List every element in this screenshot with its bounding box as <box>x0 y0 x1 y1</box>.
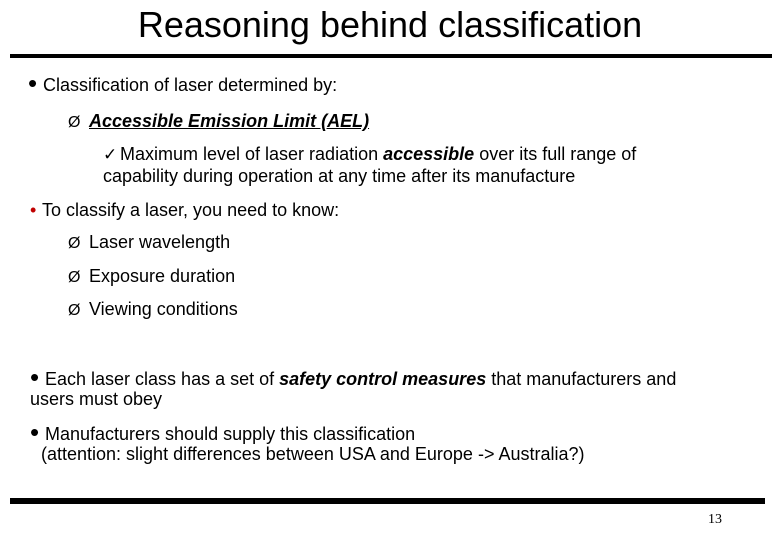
arrow-bullet-icon: Ø <box>68 114 81 131</box>
footer-divider <box>10 498 765 504</box>
list-item: Ø Exposure duration <box>68 265 235 289</box>
ael-detail-line2: capability during operation at any time after its manufacture <box>103 166 576 186</box>
bullet-icon: • <box>30 362 40 392</box>
sub-bullet-ael <box>68 110 369 134</box>
emphasis-accessible: accessible <box>383 144 475 164</box>
emphasis-safety-control: safety control measures <box>279 369 487 389</box>
bullet-classification <box>28 68 338 98</box>
bullet-icon: • <box>30 417 40 447</box>
bullet-manufacturers-note: (attention: slight differences between USA and Europe -> Australia?) <box>41 444 585 464</box>
page-number: 13 <box>708 512 722 527</box>
bullet-to-classify <box>30 199 339 221</box>
title-divider <box>10 54 772 58</box>
bullet-text: Classification of laser determined by: <box>43 75 338 95</box>
checkmark-icon: ✓ <box>103 145 118 164</box>
bullet-manufacturers: • Manufacturers should supply this classification <box>30 417 416 447</box>
ael-label: Accessible Emission Limit (AEL) <box>89 111 370 131</box>
bullet-icon: • <box>28 68 38 98</box>
bullet-safety-line2: users must obey <box>30 389 163 409</box>
bullet-safety-measures: • Each laser class has a set of safety control measures that manufacturers and <box>30 362 677 392</box>
bullet-text: To classify a laser, you need to know: <box>42 200 340 220</box>
arrow-bullet-icon: Ø <box>68 269 81 286</box>
bullet-icon: • <box>30 200 37 220</box>
ael-detail-line1: ✓ Maximum level of laser radiation accessible over its full range of <box>103 144 637 164</box>
arrow-bullet-icon: Ø <box>68 302 81 319</box>
list-item: Ø Laser wavelength <box>68 231 230 255</box>
slide-title: Reasoning behind classification <box>137 4 643 45</box>
list-item: Ø Viewing conditions <box>68 298 238 322</box>
arrow-bullet-icon: Ø <box>68 235 81 252</box>
